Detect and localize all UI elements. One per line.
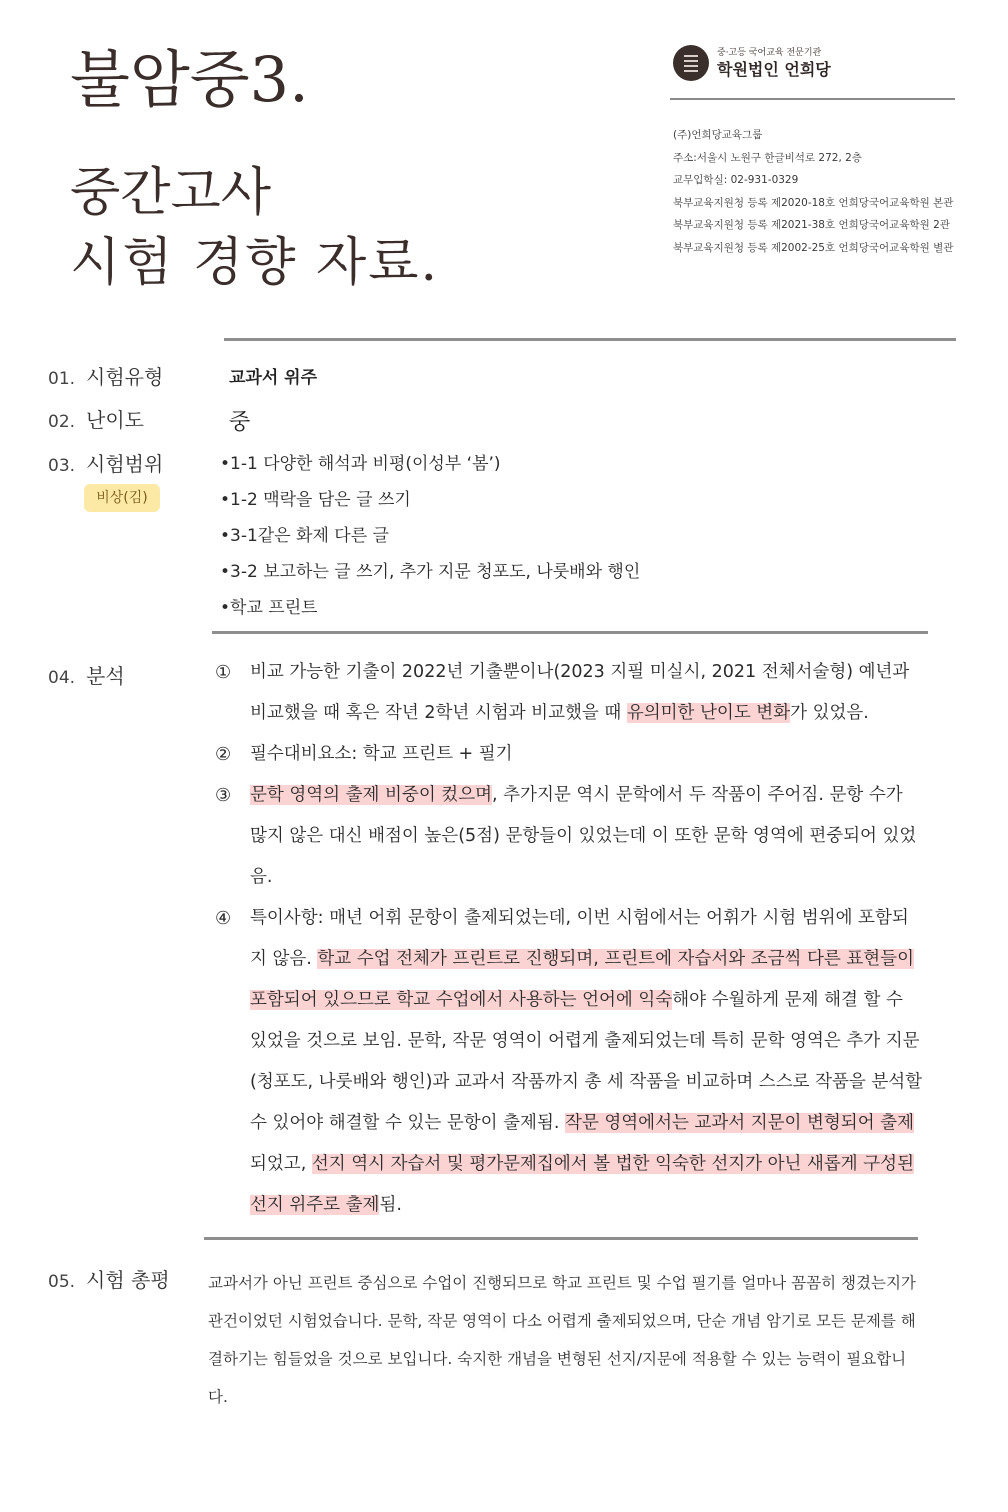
title-line-1: 불암중3.: [70, 43, 309, 116]
scope-item: •1-2 맥락을 담은 글 쓰기: [220, 490, 411, 510]
textbook-badge: 비상(김): [84, 484, 160, 512]
org-info-line: 북부교육지원청 등록 제2020-18호 언희당국어교육학원 본관: [673, 196, 954, 209]
org-info-line: 교무입학실: 02-931-0329: [673, 174, 799, 186]
section-type-value: 교과서 위주: [229, 368, 318, 388]
highlight: 학교 수업 전체가 프린트로 진행되며, 프린트에 자습서와 조금씩 다른 표현들이 포함되어 있으므로 학교 수업에서 사용하는 언어에 익숙: [250, 949, 914, 1010]
analysis-marker: ④: [215, 908, 232, 929]
section-divider-analysis: [204, 1237, 918, 1240]
logo-name: 학원법인 언희당: [717, 60, 831, 79]
title-line-3: 시험 경향 자료.: [70, 233, 439, 293]
section-summary-label: 05. 시험 총평: [48, 1268, 170, 1292]
section-divider-top: [224, 338, 956, 341]
highlight: 문학 영역의 출제 비중이 컸으며: [250, 785, 493, 805]
scope-item: •학교 프린트: [220, 598, 318, 618]
section-type-label: 01. 시험유형: [48, 365, 164, 389]
section-difficulty-label: 02. 난이도: [48, 408, 144, 432]
scope-item: •3-2 보고하는 글 쓰기, 추가 지문 청포도, 나룻배와 행인: [220, 562, 641, 582]
org-info: [673, 124, 953, 259]
highlight: 유의미한 난이도 변화: [626, 703, 791, 723]
logo-tagline: 중·고등 국어교육 전문기관: [717, 48, 822, 58]
academy-logo: [673, 45, 963, 85]
section-difficulty-value: 중: [229, 410, 251, 435]
org-info-line: 주소:서울시 노원구 한글비석로 272, 2층: [673, 151, 862, 164]
org-info-line: 북부교육지원청 등록 제2021-38호 언희당국어교육학원 2관: [673, 219, 950, 231]
org-info-line: 북부교육지원청 등록 제2002-25호 언희당국어교육학원 별관: [673, 241, 954, 254]
scope-list: [220, 449, 640, 629]
analysis-item: ② 필수대비요소: 학교 프린트 + 필기: [215, 734, 925, 775]
title-line-2: 중간고사: [70, 163, 271, 223]
scope-item: •1-1 다양한 해석과 비평(이성부 ‘봄’): [220, 454, 501, 474]
highlight: 작문 영역에서는 교과서 지문이 변형되어 출제: [564, 1113, 914, 1133]
section-analysis-label: 04. 분석: [48, 664, 125, 688]
section-scope-label: 03. 시험범위: [48, 452, 164, 476]
analysis-marker: ③: [215, 785, 232, 806]
logo-divider: [670, 98, 955, 100]
analysis-item: ① 비교 가능한 기출이 2022년 기출뿐이나(2023 지필 미실시, 2021 전체서술형) 예년과 비교했을 때 혹은 작년 2학년 시험과 비교했을 때 유의미한 난이도 변화가 있었음.: [215, 652, 925, 734]
analysis-item: ③ 문학 영역의 출제 비중이 컸으며, 추가지문 역시 문학에서 두 작품이 주어짐. 문항 수가 많지 않은 대신 배점이 높은(5점) 문항들이 있었는데 이 또한 문학 영역에 편중되어 있었음.: [215, 775, 925, 898]
emblem-icon: [673, 45, 709, 81]
analysis-item: ④ 특이사항: 매년 어휘 문항이 출제되었는데, 이번 시험에서는 어휘가 시험 범위에 포함되지 않음. 학교 수업 전체가 프린트로 진행되며, 프린트에 자습서와 조금씩 다른 표현들이 포함되어 있으므로 학교 수업에서 사용하는 언어에 익숙해야 수월하게 문제 해결 할 수 있었을 것으로 보임. 문학, 작문 영역이 어렵게 출제되었는데 특히 문학 영역은 추가 지문(청포도, 나룻배와 행인)과 교과서 작품까지 총 세 작품을 비교하며 스스로 작품을 분석할 수 있어야 해결할 수 있는 문항이 출제됨. 작문 영역에서는 교과서 지문이 변형되어 출제되었고, 선지 역시 자습서 및 평가문제집에서 볼 법한 익숙한 선지가 아닌 새롭게 구성된 선지 위주로 출제됨.: [215, 898, 925, 1226]
analysis-list: [215, 652, 925, 1226]
analysis-marker: ②: [215, 744, 232, 765]
summary-text: 교과서가 아닌 프린트 중심으로 수업이 진행되므로 학교 프린트 및 수업 필기를 얼마나 꼼꼼히 챙겼는지가 관건이었던 시험었습니다. 문학, 작문 영역이 다소 어렵게 출제되었으며, 단순 개념 암기로 모든 문제를 해결하기는 힘들었을 것으로 보입니다. 숙지한 개념을 변형된 선지/지문에 적용할 수 있는 능력이 필요합니다.: [208, 1274, 916, 1406]
highlight: 선지 역시 자습서 및 평가문제집에서 볼 법한 익숙한 선지가 아닌 새롭게 구성된 선지 위주로 출제: [250, 1154, 914, 1215]
org-info-line: (주)언희당교육그룹: [673, 129, 763, 141]
analysis-marker: ①: [215, 662, 232, 683]
section-divider-scope: [212, 631, 928, 634]
scope-item: •3-1같은 화제 다른 글: [220, 526, 389, 546]
